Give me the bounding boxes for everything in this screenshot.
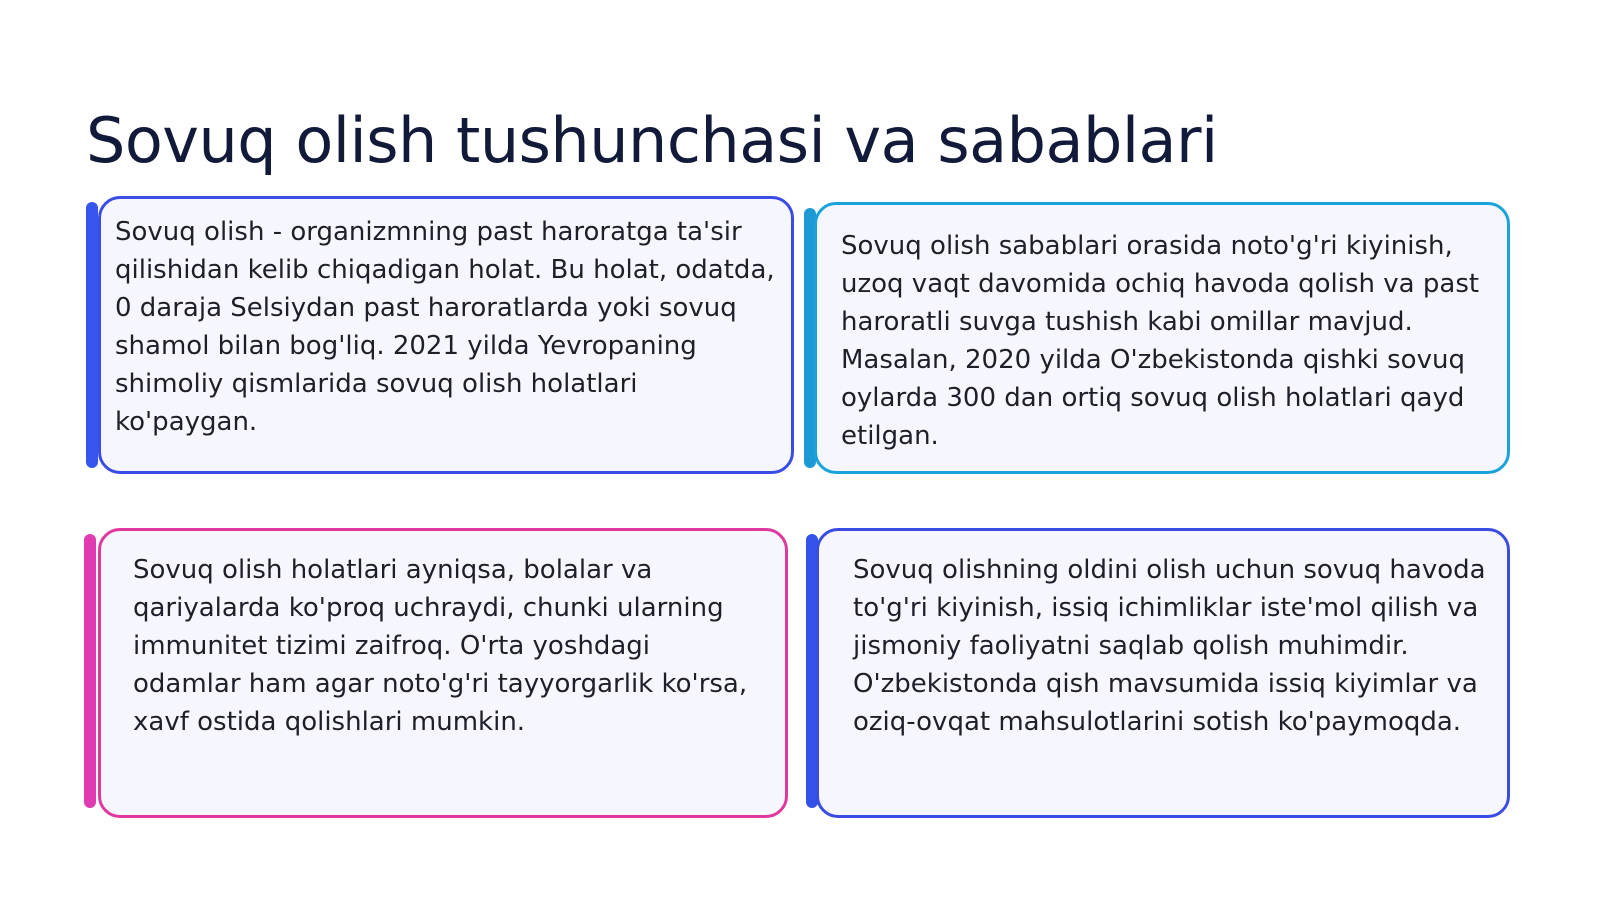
slide-title: Sovuq olish tushunchasi va sabablari xyxy=(86,104,1218,177)
info-card-risk-groups xyxy=(98,528,788,818)
info-card-causes xyxy=(814,202,1510,474)
card-text: Sovuq olish holatlari ayniqsa, bolalar va qariyalarda ko'proq uchraydi, chunki ularning immunitet tizimi zaifroq. O'rta yoshdagi odamlar ham agar noto'g'ri tayyorgarlik ko'rsa, xavf ostida qolishlari mumkin. xyxy=(133,555,748,737)
card-text: Sovuq olish sabablari orasida noto'g'ri kiyinish, uzoq vaqt davomida ochiq havoda qolish va past haroratli suvga tushish kabi omillar mavjud. Masalan, 2020 yilda O'zbekistonda qishki sovuq oylarda 300 dan ortiq sovuq olish holatlari qayd etilgan. xyxy=(841,231,1480,451)
info-card-definition xyxy=(98,196,794,474)
info-card-prevention xyxy=(816,528,1510,818)
card-accent-bar xyxy=(86,202,98,468)
card-text: Sovuq olishning oldini olish uchun sovuq havoda to'g'ri kiyinish, issiq ichimliklar iste'mol qilish va jismoniy faoliyatni saqlab qolish muhimdir. O'zbekistonda qish mavsumida issiq kiyimlar va oziq-ovqat mahsulotlarini sotish ko'paymoqda. xyxy=(853,555,1486,737)
card-text: Sovuq olish - organizmning past haroratga ta'sir qilishidan kelib chiqadigan holat. Bu holat, odatda, 0 daraja Selsiydan past haroratlarda yoki sovuq shamol bilan bog'liq. 2021 yilda Yevropaning shimoliy qismlarida sovuq olish holatlari ko'paygan. xyxy=(115,217,775,437)
card-accent-bar xyxy=(84,534,96,808)
